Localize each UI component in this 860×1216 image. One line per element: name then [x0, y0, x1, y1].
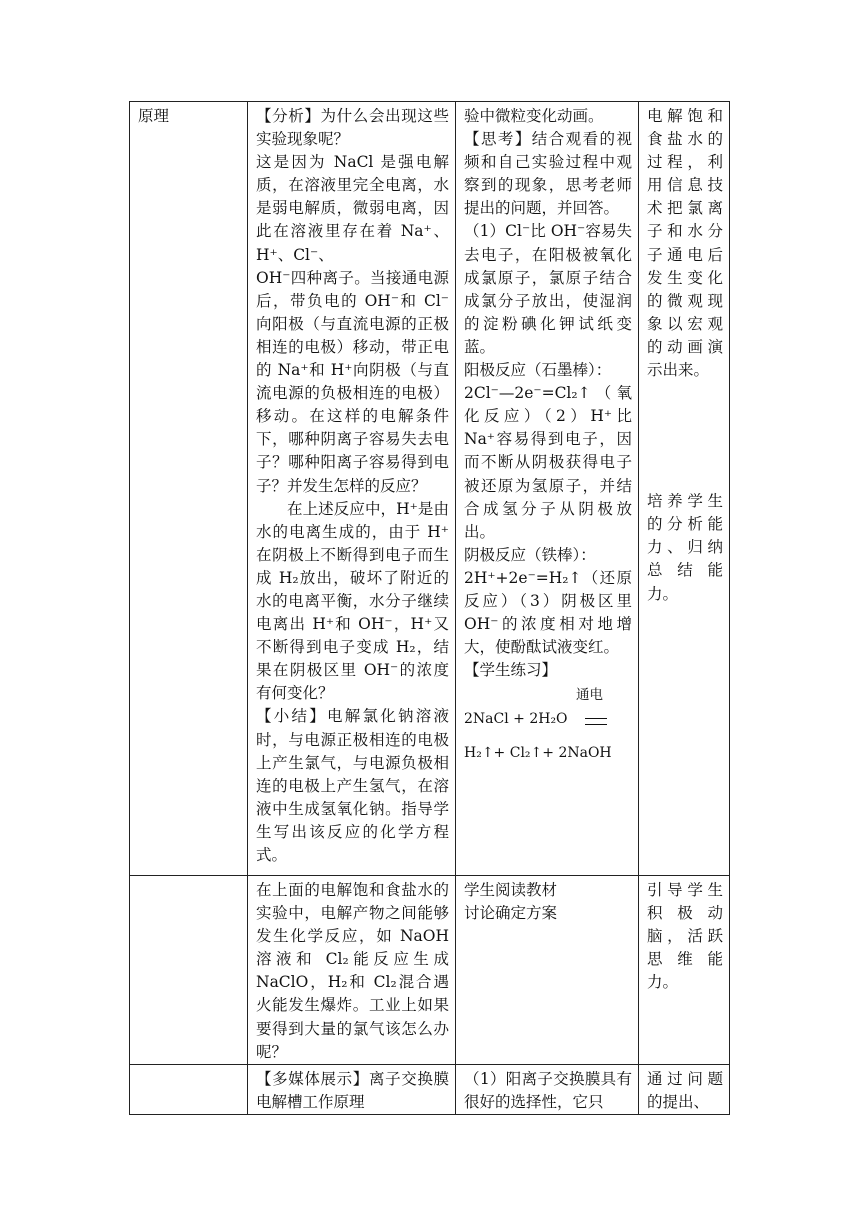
- equation-condition: 通电: [576, 687, 603, 704]
- design-intent-cell: [639, 102, 730, 876]
- anode-reaction-answer-2: 2Cl⁻—2e⁻=Cl₂↑（氧化反应）（2）H⁺比 Na⁺容易得到电子，因而不断从阴极获得电子被还原为氢原子，并结合成氢分子从阴极放出。: [464, 384, 632, 541]
- cathode-region-question: 在上述反应中，H⁺是由水的电离生成的，由于 H⁺在阴极上不断得到电子而生成 H₂放出，破坏了附近的水的电离平衡，水分子继续电离出 H⁺和 OH⁻，H⁺又不断得到电子变成 H₂，结果在阴极区里 OH⁻的浓度有何变化？: [256, 499, 449, 703]
- read-textbook: 学生阅读教材: [464, 881, 558, 899]
- intent-animation: 电解饱和食盐水的过程，利用信息技术把氯离子和水分子通电后发生变化的微观现象以宏观的动画演示出来。: [647, 107, 723, 380]
- teacher-activity-cell: [248, 1064, 456, 1114]
- industrial-question: 在上面的电解饱和食盐水的实验中，电解产物之间能够发生化学反应，如 NaOH 溶液和 Cl₂能反应生成 NaClO，H₂和 Cl₂混合遇火能发生爆炸。工业上如果要得到大量的氯气该怎么办呢？: [256, 881, 449, 1061]
- intent-thinking: 引导学生积极动脑，活跃思维能力。: [647, 881, 723, 992]
- think-prompt: 【思考】结合观看的视频和自己实验过程中观察到的现象，思考老师提出的问题，并回答。: [464, 130, 632, 218]
- table-row: [130, 102, 730, 876]
- multimedia-display: 【多媒体展示】离子交换膜电解槽工作原理: [256, 1069, 449, 1111]
- design-intent-cell: [639, 1064, 730, 1114]
- section-label: 原理: [138, 107, 170, 125]
- equals-sign: [585, 718, 607, 725]
- animation-note: 验中微粒变化动画。: [464, 107, 604, 125]
- electrolysis-equation: [464, 684, 632, 762]
- ion-migration-explanation: OH⁻四种离子。当接通电源后，带负电的 OH⁻和 Cl⁻向阳极（与直流电源的正极相连的电极）移动，带正电的 Na⁺和 H⁺向阴极（与直流电源的负极相连的电极）移动。在这样的电解条件下，哪种阴离子容易失去电子？哪种阳离子容易得到电子？并发生怎样的反应？: [256, 268, 449, 495]
- summary-paragraph: 【小结】电解氯化钠溶液时，与电源正极相连的电极上产生氯气，与电源负极相连的电极上产生氢气，在溶液中生成氢氧化钠。指导学生写出该反应的化学方程式。: [256, 707, 449, 864]
- intent-questioning: 通过问题的提出、: [647, 1069, 723, 1111]
- student-activity-cell: [456, 876, 639, 1065]
- teacher-activity-cell: [248, 876, 456, 1065]
- table-row: [130, 876, 730, 1065]
- section-label-cell: [130, 102, 248, 876]
- cathode-reaction-label: 阴极反应（铁棒）：: [464, 545, 596, 564]
- lesson-plan-table: [129, 101, 730, 1115]
- student-activity-cell: [456, 102, 639, 876]
- discuss-plan: 讨论确定方案: [464, 904, 558, 923]
- table-row: [130, 1064, 730, 1114]
- student-practice-heading: 【学生练习】: [464, 661, 558, 680]
- equation-products: H₂↑+ Cl₂↑+ 2NaOH: [464, 745, 612, 762]
- teacher-activity-cell: [248, 102, 456, 876]
- analysis-question: 【分析】为什么会出现这些实验现象呢？: [256, 107, 449, 149]
- student-activity-cell: [456, 1064, 639, 1114]
- section-label-cell: [130, 876, 248, 1065]
- ionization-explanation: 这是因为 NaCl 是强电解质，在溶液里完全电离，水是弱电解质，微弱电离，因此在溶液里存在着 Na⁺、H⁺、Cl⁻、: [256, 153, 449, 264]
- equation-reactants: 2NaCl + 2H₂O: [464, 711, 568, 728]
- membrane-selectivity: （1）阳离子交换膜具有很好的选择性，它只: [464, 1069, 632, 1111]
- design-intent-cell: [639, 876, 730, 1065]
- cathode-reaction-answer-3: 2H⁺+2e⁻=H₂↑（还原反应）（3）阴极区里 OH⁻的浓度相对地增大，使酚酞试液变红。: [464, 568, 632, 657]
- answer-1: （1）Cl⁻比 OH⁻容易失去电子，在阳极被氧化成氯原子，氯原子结合成氯分子放出，使湿润的淀粉碘化钾试纸变蓝。: [464, 222, 632, 356]
- section-label-cell: [130, 1064, 248, 1114]
- anode-reaction-label: 阳极反应（石墨棒）：: [464, 361, 612, 380]
- intent-analysis-ability: 培养学生的分析能力、归纳总结能力。: [647, 492, 723, 603]
